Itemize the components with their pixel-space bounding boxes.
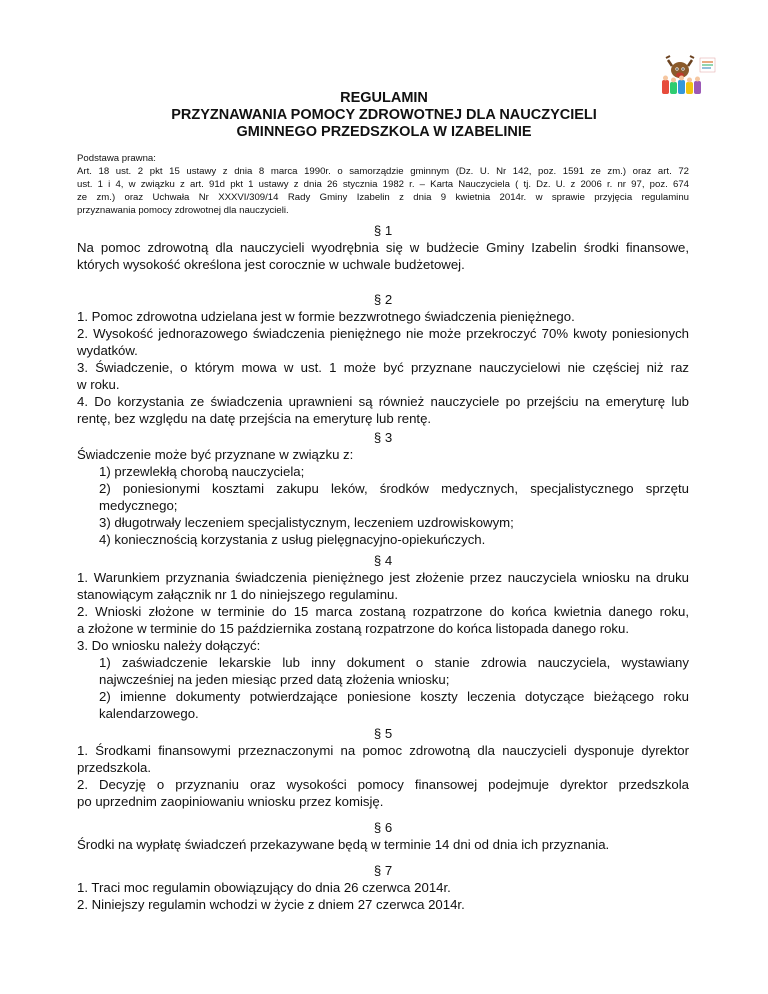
section-heading: § 2	[373, 292, 393, 307]
section-6	[77, 819, 689, 853]
section-line: których wysokość określona jest corocznie w uchwale budżetowej.	[77, 257, 465, 272]
section-4	[77, 552, 689, 722]
section-1	[77, 222, 689, 273]
document-title-line-1: REGULAMIN	[340, 90, 428, 106]
section-heading: § 5	[373, 726, 393, 741]
list-item: medycznego;	[99, 498, 178, 513]
legal-basis-label: Podstawa prawna:	[77, 153, 156, 164]
section-7	[77, 862, 689, 913]
section-2	[77, 291, 689, 427]
document-title-line-3: GMINNEGO PRZEDSZKOLA W IZABELINIE	[236, 124, 532, 140]
section-line: wydatków.	[77, 343, 138, 358]
section-heading: § 4	[373, 553, 393, 568]
list-item: 4) koniecznością korzystania z usług pielęgnacyjno-opiekuńczych.	[99, 532, 486, 547]
section-line: 3. Świadczenie, o którym mowa w ust. 1 może być przyznane nauczycielowi nie częściej niż raz	[77, 360, 689, 375]
section-line: rentę, bez względu na datę przejścia na emeryturę lub rentę.	[77, 411, 432, 426]
section-heading: § 7	[373, 863, 393, 878]
section-line: 2. Niniejszy regulamin wchodzi w życie z dniem 27 czerwca 2014r.	[77, 897, 465, 912]
legal-basis-line: ze zm.) oraz Uchwała Nr XXXVI/309/14 Rady Gminy Izabelin z dnia 9 kwietnia 2014r. w sprawie przyjęcia regulaminu	[77, 192, 689, 203]
legal-basis-line: ust. 1 i 4, w związku z art. 91d pkt 1 ustawy z dnia 26 stycznia 1982 r. – Karta Nauczyciela ( tj. Dz. U. z 2006 r. nr 97, poz. 674	[77, 179, 689, 190]
section-line: 1. Traci moc regulamin obowiązujący do dnia 26 czerwca 2014r.	[77, 880, 451, 895]
list-item: 1) zaświadczenie lekarskie lub inny dokument o stanie zdrowia nauczyciela, wystawiany	[99, 655, 689, 670]
list-item: 1) przewlekłą chorobą nauczyciela;	[99, 464, 305, 479]
legal-basis	[77, 152, 689, 217]
section-line: w roku.	[77, 377, 120, 392]
section-line: 1. Warunkiem przyznania świadczenia pieniężnego jest złożenie przez nauczyciela wniosku na druku	[77, 570, 689, 585]
document-title-line-2: PRZYZNAWANIA POMOCY ZDROWOTNEJ DLA NAUCZYCIELI	[171, 107, 597, 123]
section-heading: § 3	[373, 430, 393, 445]
section-line: 2. Decyzję o przyznaniu oraz wysokości pomocy finansowej podejmuje dyrektor przedszkola	[77, 777, 689, 792]
section-line: 2. Wnioski złożone w terminie do 15 marca zostaną rozpatrzone do końca kwietnia danego roku,	[77, 604, 689, 619]
section-heading: § 1	[373, 223, 393, 238]
section-line: Środki na wypłatę świadczeń przekazywane będą w terminie 14 dni od dnia ich przyznania.	[77, 837, 610, 852]
section-heading: § 6	[373, 820, 393, 835]
section-line: 1. Środkami finansowymi przeznaczonymi na pomoc zdrowotną dla nauczycieli dysponuje dyrektor	[77, 743, 689, 758]
section-line: 4. Do korzystania ze świadczenia uprawnieni są również nauczyciele po przejściu na emeryturę lub	[77, 394, 689, 409]
legal-basis-line: Art. 18 ust. 2 pkt 15 ustawy z dnia 8 marca 1990r. o samorządzie gminnym (Dz. U. Nr 142, poz. 1591 ze zm.) oraz art. 72	[77, 166, 689, 177]
section-line: a złożone w terminie do 15 października zostaną rozpatrzone do końca listopada danego roku.	[77, 621, 630, 636]
section-line: 1. Pomoc zdrowotna udzielana jest w formie bezzwrotnego świadczenia pieniężnego.	[77, 309, 575, 324]
section-3	[77, 429, 689, 548]
section-intro: Świadczenie może być przyznane w związku z:	[77, 447, 354, 462]
list-item: 3) długotrwały leczeniem specjalistycznym, leczeniem uzdrowiskowym;	[99, 515, 514, 530]
section-line: 2. Wysokość jednorazowego świadczenia pieniężnego nie może przekroczyć 70% kwoty poniesionych	[77, 326, 689, 341]
list-item: kalendarzowego.	[99, 706, 199, 721]
section-line: przedszkola.	[77, 760, 152, 775]
list-item: 2) imienne dokumenty potwierdzające poniesione koszty leczenia dotyczące bieżącego roku	[99, 689, 689, 704]
section-5	[77, 725, 689, 810]
list-item: 2) poniesionymi kosztami zakupu leków, środków medycznych, specjalistycznego sprzętu	[99, 481, 689, 496]
list-item: najwcześniej na jeden miesiąc przed datą złożenia wniosku;	[99, 672, 450, 687]
legal-basis-line: przyznawania pomocy zdrowotnej dla nauczycieli.	[77, 205, 289, 216]
section-line: Na pomoc zdrowotną dla nauczycieli wyodrębnia się w budżecie Gminy Izabelin środki finansowe,	[77, 240, 689, 255]
section-line: stanowiącym załącznik nr 1 do niniejszego regulaminu.	[77, 587, 399, 602]
section-line: 3. Do wniosku należy dołączyć:	[77, 638, 261, 653]
section-line: po uprzednim zaopiniowaniu wniosku przez komisję.	[77, 794, 384, 809]
